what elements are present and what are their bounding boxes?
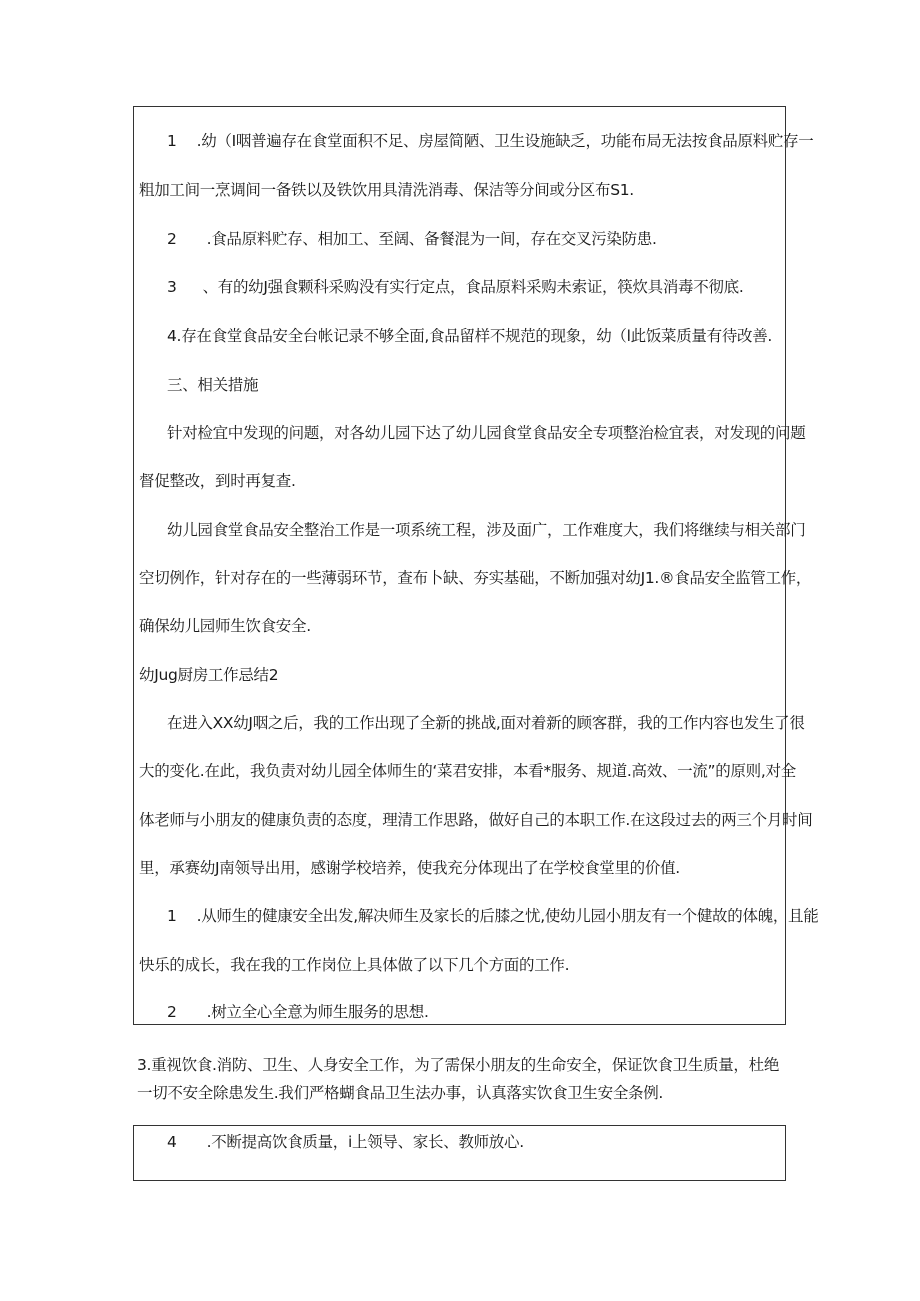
- item-1-line-1: [167, 131, 813, 151]
- item-8-line-2: 快乐的成长，我在我的工作岗位上具体做了以下几个方面的工作.: [139, 956, 570, 974]
- paragraph-7-line-4: 里，承赛幼J南领导出用，感谢学校培养，使我充分体现出了在学校食堂里的价值.: [139, 859, 680, 877]
- outside-line-2: 一切不安全除患发生.我们严格蝴食品卫生法办事，认真落实饮食卫生安全条例.: [137, 1084, 664, 1102]
- item-8-number: 1: [167, 907, 177, 925]
- item-2-text: .食品原料贮存、相加工、至阔、备餐混为一间，存在交叉污染防患.: [206, 230, 657, 248]
- item-1-number: 1: [167, 132, 177, 150]
- item-2-number: 2: [167, 230, 177, 248]
- item-10-text: .不断提高饮食质量，i上领导、家长、教师放心.: [206, 1133, 524, 1151]
- paragraph-7-line-2: 大的变化.在此，我负责对幼儿园全体师生的‘菜君安排，本看*服务、规道.高效、一流”的原则,对全: [139, 762, 796, 780]
- item-9-number: 2: [167, 1003, 177, 1021]
- item-8-line-1: [167, 906, 818, 926]
- item-2: [167, 229, 657, 249]
- item-3-text: 、有的幼J强食颗科采购没有实行定点，食品原料采购未索证，筷炊具消毒不彻底.: [202, 278, 744, 296]
- paragraph-6-line-2: 空切例作，针对存在的一些薄弱环节，查布卜缺、夯实基础，不断加强对幼J1.®食品安全监管工作，: [139, 569, 812, 587]
- article-title-2: 幼Jug厨房工作忌结2: [139, 666, 279, 684]
- item-3: [167, 277, 743, 297]
- item-4: 4.存在食堂食品安全台帐记录不够全面,食品留样不规范的现象，幼（l此饭菜质量有待改善.: [167, 327, 773, 345]
- paragraph-5-line-2: 督促整改，到时再复查.: [139, 472, 296, 490]
- item-8-text: .从师生的健康安全出发,解决师生及家长的后膝之忧,使幼儿园小朋友有一个健故的体魄，且能: [196, 907, 819, 925]
- paragraph-7-line-3: 体老师与小朋友的健康负责的态度，理清工作思路，做好自己的本职工作.在这段过去的两三个月时间: [139, 811, 813, 829]
- item-10: [167, 1132, 524, 1152]
- item-9-text: .树立全心全意为师生服务的思想.: [206, 1003, 429, 1021]
- item-1-text: .幼（I咽普遍存在食堂面积不足、房屋简陋、卫生设施缺乏，功能布局无法按食品原料贮存一: [196, 132, 814, 150]
- paragraph-6-line-3: 确保幼儿园师生饮食安全.: [139, 617, 311, 635]
- item-9: [167, 1002, 429, 1022]
- paragraph-7-line-1: 在进入XX幼J咽之后，我的工作出现了全新的挑战,面对着新的顾客群，我的工作内容也发生了很: [167, 714, 805, 732]
- paragraph-6-line-1: 幼儿园食堂食品安全整治工作是一项系统工程，涉及面广，工作难度大，我们将继续与相关部门: [167, 521, 806, 539]
- item-10-number: 4: [167, 1133, 177, 1151]
- section-heading: 三、相关措施: [167, 376, 259, 394]
- item-3-number: 3: [167, 278, 177, 296]
- paragraph-5-line-1: 针对检宜中发现的问题，对各幼儿园下达了幼儿园食堂食品安全专项整治检宜表，对发现的问题: [167, 424, 806, 442]
- outside-line-1: 3.重视饮食.消防、卫生、人身安全工作，为了需保小朋友的生命安全，保证饮食卫生质量，杜绝: [137, 1056, 780, 1074]
- item-1-line-2: 粗加工间一烹调间一备铁以及铁饮用具清洗消毒、保洁等分间或分区布S1.: [139, 181, 634, 199]
